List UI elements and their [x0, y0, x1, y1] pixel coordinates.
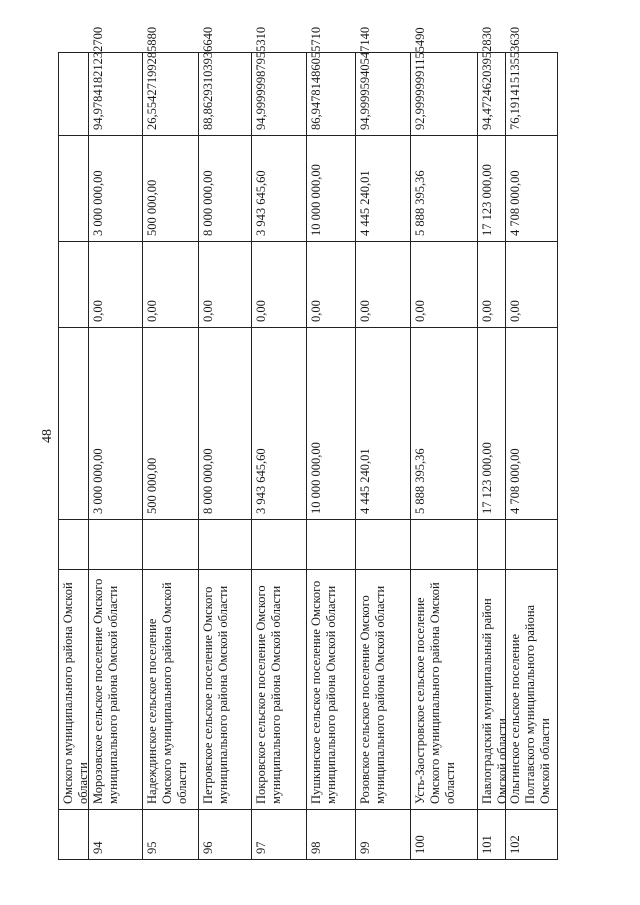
total-value-text: 3 943 645,60 [254, 170, 268, 236]
percent-text: 88,86293103936640 [201, 26, 215, 130]
table-row [505, 26, 557, 859]
percent-text [59, 53, 88, 135]
page-number-text: 48 [40, 429, 55, 443]
name-text: Петровское сельское поселение Омского муниципального района Омской области [201, 585, 230, 804]
percent-text: 94,99995940547140 [358, 26, 372, 130]
table-row [142, 26, 198, 859]
table-row [477, 26, 509, 859]
cell-blank [59, 519, 88, 569]
cell-name [252, 569, 306, 809]
amount-text: 4 708 000,00 [508, 448, 522, 514]
cell-blank [356, 519, 410, 569]
amount-text: 3 943 645,60 [254, 448, 268, 514]
cell-zero-value [411, 241, 477, 327]
cell-amount [478, 327, 505, 519]
zero-value-text: 0,00 [145, 300, 159, 322]
cell-total-value [59, 135, 88, 241]
cell-blank [252, 519, 306, 569]
cell-percent [411, 27, 477, 135]
cell-zero-value [478, 241, 505, 327]
cell-total-value [252, 135, 306, 241]
data-table [58, 26, 558, 860]
amount-text: 3 000 000,00 [91, 448, 105, 514]
cell-zero-value [143, 241, 198, 327]
cell-zero-value [59, 241, 88, 327]
blank-text [143, 519, 199, 569]
cell-total-value [478, 135, 505, 241]
amount-text: 4 445 240,01 [358, 448, 372, 514]
zero-value-text: 0,00 [309, 300, 323, 322]
cell-total-value [143, 135, 198, 241]
name-text: Пушкинское сельское поселение Омского муниципального района Омской области [309, 580, 338, 804]
zero-value-text: 0,00 [91, 300, 105, 322]
amount-text: 500 000,00 [145, 457, 159, 514]
row-number-text: 99 [358, 841, 372, 854]
cell-total-value [89, 135, 142, 241]
cell-name [411, 569, 477, 809]
cell-row-number [252, 809, 306, 859]
blank-text [506, 519, 558, 569]
cell-row-number [199, 809, 251, 859]
cell-amount [59, 327, 88, 519]
cell-amount [252, 327, 306, 519]
cell-row-number [89, 809, 142, 859]
percent-text: 26,55427199285880 [145, 26, 159, 130]
name-text: Усть-Заостровское сельское поселение Омского муниципального района Омской области [413, 582, 457, 804]
name-text: Ольгинское сельское поселение Полтавского муниципального района Омской области [508, 604, 552, 804]
total-value-text: 500 000,00 [145, 179, 159, 236]
cell-name [307, 569, 355, 809]
table-row [410, 27, 477, 859]
cell-percent [506, 26, 557, 135]
blank-text [89, 519, 143, 569]
zero-value-text [59, 241, 88, 327]
cell-amount [199, 327, 251, 519]
blank-text [252, 519, 307, 569]
total-value-text: 4 708 000,00 [508, 170, 522, 236]
blank-text [356, 519, 411, 569]
name-text: Омского муниципального района Омской области [61, 582, 90, 804]
amount-text: 8 000 000,00 [201, 448, 215, 514]
row-number-text: 96 [201, 841, 215, 854]
row-number-text: 101 [480, 835, 494, 854]
amount-text: 17 123 000,00 [480, 442, 494, 514]
table-row [355, 26, 410, 859]
cell-zero-value [199, 241, 251, 327]
cell-row-number [506, 809, 557, 859]
row-number-text: 97 [254, 841, 268, 854]
blank-text [59, 519, 88, 569]
cell-row-number [307, 809, 355, 859]
cell-percent [307, 26, 355, 135]
zero-value-text: 0,00 [480, 300, 494, 322]
name-text: Павлоградский муниципальный район Омской области [480, 598, 509, 804]
cell-percent [356, 26, 410, 135]
cell-percent [59, 53, 88, 135]
name-text: Покровское сельское поселение Омского муниципального района Омской области [254, 585, 283, 804]
blank-text [199, 519, 252, 569]
zero-value-text: 0,00 [254, 300, 268, 322]
cell-total-value [307, 135, 355, 241]
row-number-text: 94 [91, 841, 105, 854]
cell-percent [252, 26, 306, 135]
cell-blank [411, 519, 477, 569]
zero-value-text: 0,00 [413, 300, 427, 322]
cell-total-value [411, 135, 477, 241]
cell-blank [506, 519, 557, 569]
percent-text: 76,19141513553630 [508, 26, 522, 130]
amount-text: 10 000 000,00 [309, 442, 323, 514]
name-text: Морозовское сельское поселение Омского муниципального района Омской области [91, 578, 120, 804]
total-value-text: 5 888 395,36 [413, 170, 427, 236]
cell-row-number [478, 809, 505, 859]
table-row [88, 26, 142, 859]
amount-text: 5 888 395,36 [413, 448, 427, 514]
total-value-text: 8 000 000,00 [201, 170, 215, 236]
percent-text: 92,99999991155490 [413, 27, 427, 130]
total-value-text: 4 445 240,01 [358, 170, 372, 236]
percent-text: 94,97841821232700 [91, 26, 105, 130]
cell-amount [89, 327, 142, 519]
cell-amount [506, 327, 557, 519]
zero-value-text: 0,00 [201, 300, 215, 322]
cell-name [89, 569, 142, 809]
cell-blank [478, 519, 505, 569]
cell-row-number [59, 809, 88, 859]
percent-text: 86,94781486055710 [309, 26, 323, 130]
table-row [306, 26, 355, 859]
table-row [251, 26, 306, 859]
name-text: Надеждинское сельское поселение Омского муниципального района Омской области [145, 582, 189, 804]
cell-blank [143, 519, 198, 569]
cell-amount [356, 327, 410, 519]
row-number-text: 95 [145, 841, 159, 854]
blank-text [307, 519, 356, 569]
cell-percent [478, 26, 505, 135]
total-value-text: 10 000 000,00 [309, 164, 323, 236]
cell-amount [307, 327, 355, 519]
cell-zero-value [307, 241, 355, 327]
cell-total-value [356, 135, 410, 241]
cell-name [199, 569, 251, 809]
cell-zero-value [252, 241, 306, 327]
cell-total-value [506, 135, 557, 241]
cell-name [506, 569, 557, 809]
row-number-text: 100 [413, 835, 427, 854]
cell-percent [143, 26, 198, 135]
cell-zero-value [506, 241, 557, 327]
blank-text [411, 519, 478, 569]
cell-blank [199, 519, 251, 569]
cell-percent [89, 26, 142, 135]
cell-total-value [199, 135, 251, 241]
cell-row-number [143, 809, 198, 859]
cell-amount [411, 327, 477, 519]
percent-text: 94,99999987955310 [254, 26, 268, 130]
zero-value-text: 0,00 [508, 300, 522, 322]
cell-amount [143, 327, 198, 519]
cell-blank [89, 519, 142, 569]
cell-row-number [356, 809, 410, 859]
percent-text: 94,47246203952830 [480, 26, 494, 130]
zero-value-text: 0,00 [358, 300, 372, 322]
row-number-text [59, 809, 88, 859]
amount-text [59, 327, 88, 519]
page-number [40, 426, 56, 446]
cell-name [143, 569, 198, 809]
blank-text [478, 519, 506, 569]
row-number-text: 98 [309, 841, 323, 854]
cell-percent [199, 26, 251, 135]
cell-row-number [411, 809, 477, 859]
total-value-text [59, 135, 88, 241]
cell-zero-value [89, 241, 142, 327]
cell-blank [307, 519, 355, 569]
table-row [59, 53, 88, 859]
cell-name [59, 569, 88, 809]
cell-zero-value [356, 241, 410, 327]
name-text: Розовское сельское поселение Омского муниципального района Омской области [358, 585, 387, 804]
table-row [198, 26, 251, 859]
cell-name [478, 569, 509, 809]
row-number-text: 102 [508, 835, 522, 854]
total-value-text: 17 123 000,00 [480, 164, 494, 236]
total-value-text: 3 000 000,00 [91, 170, 105, 236]
cell-name [356, 569, 410, 809]
